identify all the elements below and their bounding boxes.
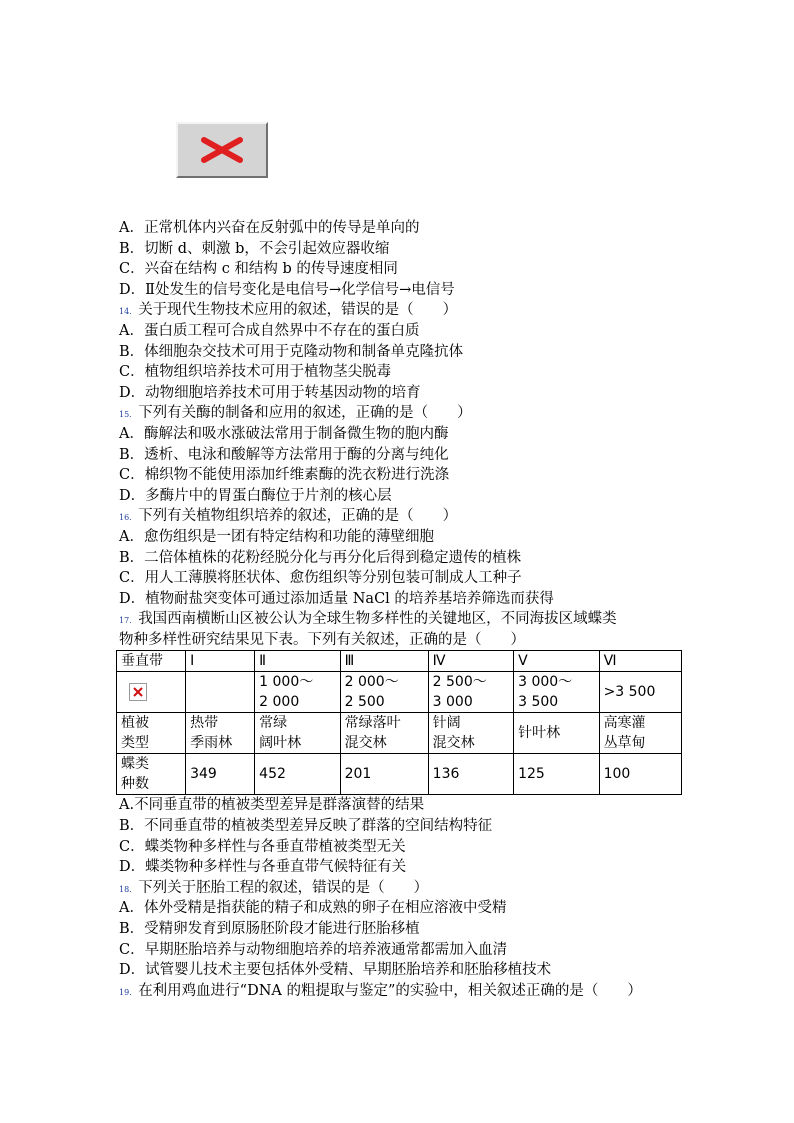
q13-option-d: D．Ⅱ处发生的信号变化是电信号→化学信号→电信号	[119, 281, 455, 298]
table-row-label: 植被 类型	[117, 713, 186, 754]
q16-option-b: B．二倍体植株的花粉经脱分化与再分化后得到稳定遗传的植株	[119, 549, 522, 566]
table-header-cell: Ⅰ	[186, 651, 255, 672]
table-cell: 针阔 混交林	[428, 713, 513, 754]
q15-option-b: B．透析、电泳和酸解等方法常用于酶的分离与纯化	[119, 446, 449, 463]
q18-number: 18．	[119, 884, 138, 894]
table-cell: 针叶林	[514, 713, 599, 754]
table-row-vegetation	[117, 713, 682, 754]
table-cell	[186, 672, 255, 713]
table-cell: 常绿落叶 混交林	[340, 713, 428, 754]
table-cell: 349	[186, 754, 255, 795]
q17-stem-line1: 17．我国西南横断山区被公认为全球生物多样性的关键地区，不同海拔区域蝶类	[119, 611, 617, 628]
table-row-butterfly	[117, 754, 682, 795]
q19-stem: 19．在利用鸡血进行“DNA 的粗提取与鉴定”的实验中，相关叙述正确的是（ ）	[119, 982, 642, 999]
table-cell: 常绿 阔叶林	[255, 713, 340, 754]
q14-option-c: C．植物组织培养技术可用于植物茎尖脱毒	[119, 364, 392, 381]
table-header-cell: Ⅳ	[428, 651, 513, 672]
table-cell: 3 000～ 3 500	[514, 672, 599, 713]
table-header-cell: Ⅱ	[255, 651, 340, 672]
table-cell: 452	[255, 754, 340, 795]
table-cell: 高寒灌 丛草甸	[599, 713, 681, 754]
table-cell: 100	[599, 754, 681, 795]
q14-option-b: B．体细胞杂交技术可用于克隆动物和制备单克隆抗体	[119, 343, 464, 360]
table-header-row	[117, 651, 682, 672]
broken-image-x-icon	[200, 136, 244, 164]
q14-option-a: A．蛋白质工程可合成自然界中不存在的蛋白质	[119, 322, 420, 339]
q14-option-d: D．动物细胞培养技术可用于转基因动物的培育	[119, 384, 421, 401]
table-cell: 2 000～ 2 500	[340, 672, 428, 713]
table-header-cell: Ⅴ	[514, 651, 599, 672]
table-header-cell: Ⅲ	[340, 651, 428, 672]
q13-option-a: A．正常机体内兴奋在反射弧中的传导是单向的	[119, 220, 420, 236]
q17-option-c: C．蝶类物种多样性与各垂直带植被类型无关	[119, 838, 406, 855]
table-cell: >3 500	[599, 672, 681, 713]
q18-option-c: C．早期胚胎培养与动物细胞培养的培养液通常都需加入血清	[119, 941, 508, 958]
q17-number: 17．	[119, 616, 138, 626]
q16-option-a: A．愈伤组织是一团有特定结构和功能的薄壁细胞	[119, 528, 434, 545]
table-row-altitude	[117, 672, 682, 713]
table-cell: 1 000～ 2 000	[255, 672, 340, 713]
table-header-cell: Ⅵ	[599, 651, 681, 672]
q18-option-b: B．受精卵发育到原肠胚阶段才能进行胚胎移植	[119, 921, 420, 938]
table-cell: 热带 季雨林	[186, 713, 255, 754]
q17-option-a: A.不同垂直带的植被类型差异是群落演替的结果	[119, 797, 425, 814]
q16-option-d: D．植物耐盐突变体可通过添加适量 NaCl 的培养基培养筛选而获得	[119, 590, 554, 607]
q13-option-c: C．兴奋在结构 c 和结构 b 的传导速度相同	[119, 261, 398, 278]
q16-stem: 16．下列有关植物组织培养的叙述，正确的是（ ）	[119, 508, 458, 525]
q17-stem-line2: 物种多样性研究结果见下表。下列有关叙述，正确的是（ ）	[119, 631, 525, 648]
q18-option-d: D．试管婴儿技术主要包括体外受精、早期胚胎培养和胚胎移植技术	[119, 962, 552, 979]
broken-image-placeholder	[176, 122, 268, 178]
broken-image-icon	[129, 683, 147, 701]
q18-option-a: A．体外受精是指获能的精子和成熟的卵子在相应溶液中受精	[119, 900, 507, 917]
table-header-cell: 垂直带	[117, 651, 186, 672]
q14-number: 14．	[119, 307, 138, 317]
q15-option-d: D．多酶片中的胃蛋白酶位于片剂的核心层	[119, 487, 392, 504]
table-cell: 125	[514, 754, 599, 795]
q14-stem: 14．关于现代生物技术应用的叙述，错误的是（ ）	[119, 302, 458, 319]
q15-stem: 15．下列有关酶的制备和应用的叙述，正确的是（ ）	[119, 405, 472, 422]
altitude-label-broken-image	[117, 672, 186, 713]
q19-number: 19．	[119, 987, 138, 997]
q13-option-b: B．切断 d、刺激 b，不会引起效应器收缩	[119, 240, 390, 257]
table-cell: 136	[428, 754, 513, 795]
table-cell: 201	[340, 754, 428, 795]
q18-stem: 18．下列关于胚胎工程的叙述，错误的是（ ）	[119, 879, 429, 896]
q16-option-c: C．用人工薄膜将胚状体、愈伤组织等分别包装可制成人工种子	[119, 570, 522, 587]
q15-option-a: A．酶解法和吸水涨破法常用于制备微生物的胞内酶	[119, 425, 449, 442]
table-row-label: 蝶类 种数	[117, 754, 186, 795]
q16-number: 16．	[119, 513, 138, 523]
table-cell: 2 500～ 3 000	[428, 672, 513, 713]
q17-option-d: D．蝶类物种多样性与各垂直带气候特征有关	[119, 859, 407, 876]
q15-option-c: C．棉织物不能使用添加纤维素酶的洗衣粉进行洗涤	[119, 467, 450, 484]
question-content	[119, 218, 699, 1001]
q15-number: 15．	[119, 410, 138, 420]
butterfly-diversity-table	[116, 650, 682, 795]
q17-option-b: B．不同垂直带的植被类型差异反映了群落的空间结构特征	[119, 818, 493, 835]
